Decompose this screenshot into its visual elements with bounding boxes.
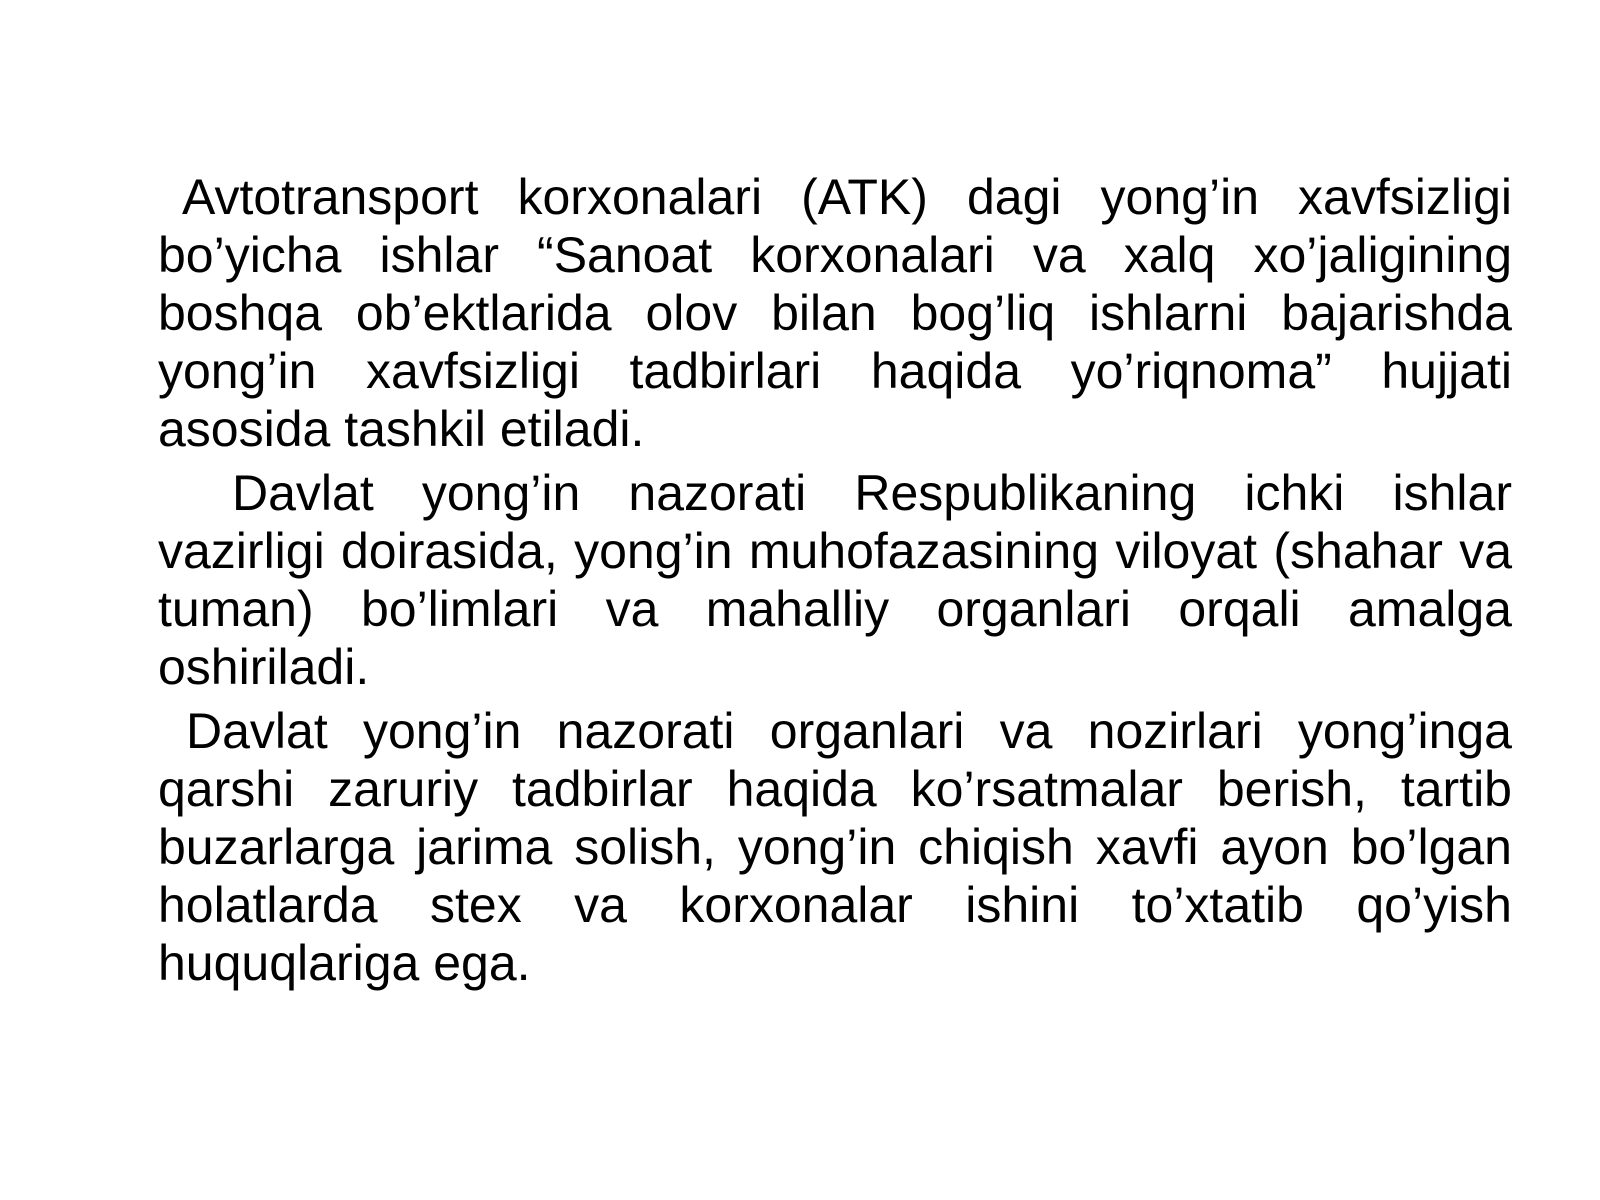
body-text	[158, 168, 1512, 998]
paragraph-state-fire-supervision: Davlat yong’in nazorati Respublikaning ichki ishlar vazirligi doirasida, yong’in muhofazasining viloyat (shahar va tuman) bo’limlari va mahalliy organlari orqali amalga oshiriladi.	[158, 465, 1512, 695]
paragraph-inspector-rights: Davlat yong’in nazorati organlari va nozirlari yong’inga qarshi zaruriy tadbirlar haqida ko’rsatmalar berish, tartib buzarlarga jarima solish, yong’in chiqish xavfi ayon bo’lgan holatlarda stex va korxonalar ishini to’xtatib qo’yish huquqlariga ega.	[158, 703, 1512, 991]
paragraph-fire-safety-basis: Avtotransport korxonalari (ATK) dagi yong’in xavfsizligi bo’yicha ishlar “Sanoat korxonalari va xalq xo’jaligining boshqa ob’ektlarida olov bilan bog’liq ishlarni bajarishda yong’in xavfsizligi tadbirlari haqida yo’riqnoma” hujjati asosida tashkil etiladi.	[158, 169, 1512, 457]
